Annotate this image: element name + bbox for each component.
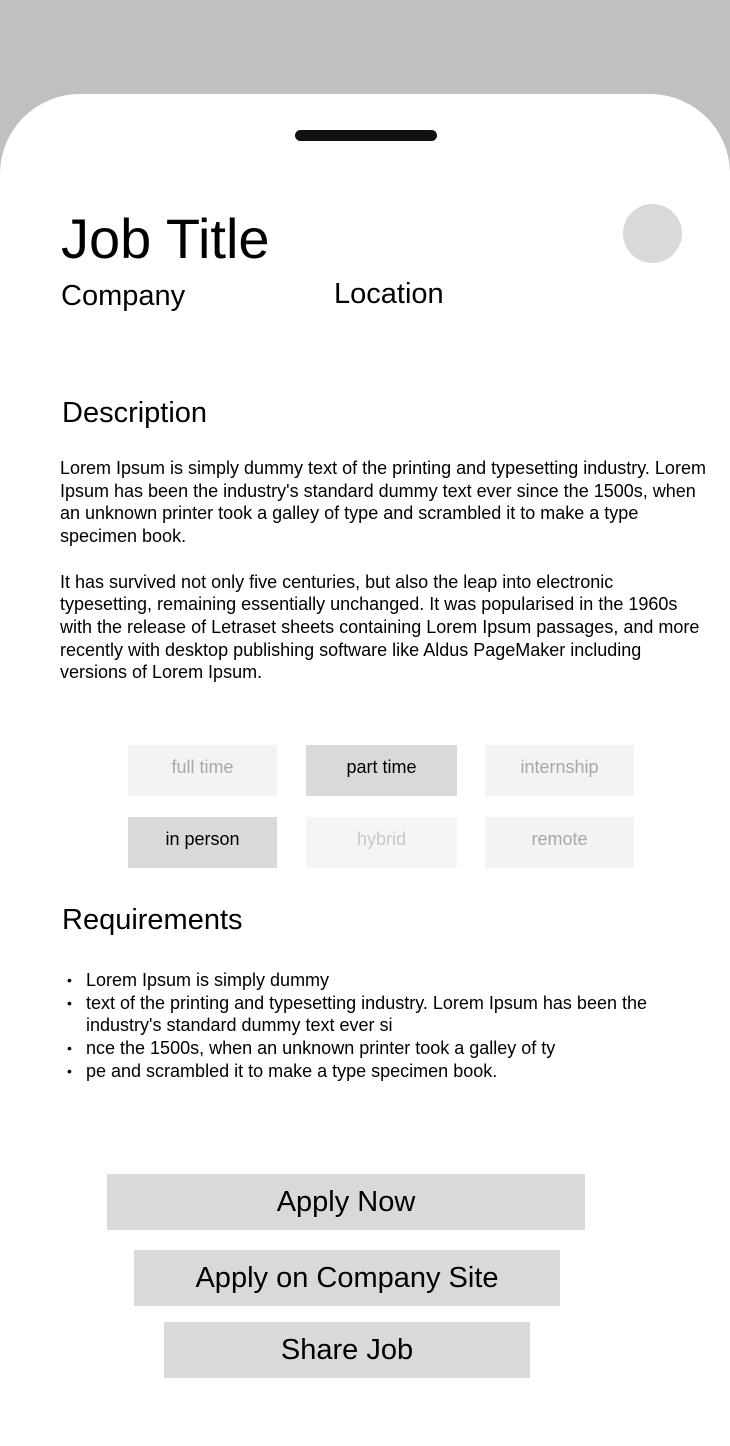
requirement-item: • text of the printing and typesetting industry. Lorem Ipsum has been the industry's standard dummy text ever si: [66, 992, 706, 1037]
company-logo-avatar: [623, 204, 682, 263]
requirements-heading: Requirements: [62, 904, 243, 936]
requirement-item: • pe and scrambled it to make a type specimen book.: [66, 1060, 706, 1083]
chip-hybrid[interactable]: hybrid: [306, 817, 457, 868]
company-name: Company: [61, 280, 186, 312]
chip-remote[interactable]: remote: [485, 817, 634, 868]
apply-now-button[interactable]: Apply Now: [107, 1174, 585, 1230]
job-location: Location: [334, 278, 444, 310]
apply-company-site-button[interactable]: Apply on Company Site: [134, 1250, 560, 1306]
requirement-item: • Lorem Ipsum is simply dummy: [66, 969, 706, 992]
chip-part-time[interactable]: part time: [306, 745, 457, 796]
chip-in-person[interactable]: in person: [128, 817, 277, 868]
requirements-list: [66, 969, 706, 1083]
description-paragraph: It has survived not only five centuries, but also the leap into electronic typesetting, remaining essentially unchanged. It was popularised in the 1960s with the release of Letraset sheets containing Lorem Ipsum passages, and more recently with desktop publishing software like Aldus PageMaker including versions of Lorem Ipsum.: [60, 571, 700, 683]
description-paragraph: Lorem Ipsum is simply dummy text of the printing and typesetting industry. Lorem Ipsum has been the industry's standard dummy text ever since the 1500s, when an unknown printer took a galley of type and scrambled it to make a type specimen book.: [60, 458, 706, 547]
share-job-button[interactable]: Share Job: [164, 1322, 530, 1378]
requirement-item: • nce the 1500s, when an unknown printer took a galley of ty: [66, 1037, 706, 1060]
job-title: Job Title: [61, 207, 270, 270]
description-heading: Description: [62, 397, 208, 429]
sheet-drag-handle[interactable]: [295, 130, 437, 141]
chip-full-time[interactable]: full time: [128, 745, 277, 796]
chip-internship[interactable]: internship: [485, 745, 634, 796]
description-text: [60, 457, 710, 684]
